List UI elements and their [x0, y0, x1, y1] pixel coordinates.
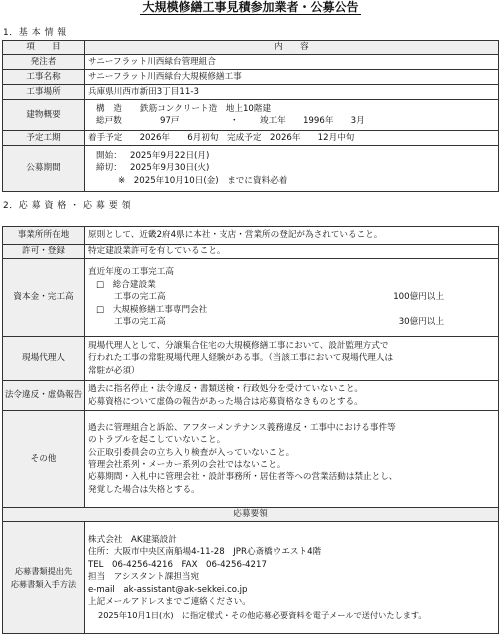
capital-line-1: 直近年度の工事完工高: [88, 267, 174, 278]
document-send-date: 2025年10月1日(水) に指定様式・その他応募必要資料を電子メールで送付いたします。: [98, 609, 427, 620]
other-line-5: 応募期間・入札中に管理会社・設計事務所・居住者等への営業活動は禁止とし、: [88, 472, 398, 483]
office-location-value: 原則として、近畿2府4県に本社・支店・営業所の登記が為されていること。: [85, 227, 499, 245]
other-line-3: 公正取引委員会の立ち入り検査が入っていないこと。: [88, 447, 295, 458]
company-name: 株式会社 AK建築設計: [88, 535, 177, 546]
capital-checkbox-general: □ 総合建設業: [96, 279, 156, 290]
structure-value: 鉄筋コンクリート造 地上10階建: [140, 103, 272, 114]
completion-label-general: 工事の完工高: [114, 292, 166, 303]
other-line-1: 過去に管理組合と訴訟、アフターメンテナンス義務違反・工事中における事件等: [88, 422, 396, 433]
overview-line-units: [88, 115, 495, 127]
building-overview-value: [85, 100, 499, 131]
project-name-value: サニーフラット川西緑台大規模修繕工事: [85, 70, 499, 85]
company-phone-fax: TEL 06-4256-4216 FAX 06-4256-4217: [88, 559, 267, 570]
orderer-value: サニーフラット川西緑台管理組合: [85, 55, 499, 70]
period-end-line: [88, 162, 495, 174]
units-label: 総戸数: [96, 116, 122, 126]
company-address: 住所：大阪市中央区南船場4-11-28 JPR心斎橋ウエスト4階: [88, 547, 322, 558]
project-place-label: 工事場所: [3, 85, 85, 100]
submission-label-line-2: 応募書類入手方法: [10, 578, 77, 589]
recruit-period-value: [85, 146, 499, 192]
title-text: 大規模修繕工事見積参加業者・公募公告: [142, 0, 359, 14]
capital-line-specialist-amount: [88, 316, 495, 328]
violation-label: 法令違反・虚偽報告: [3, 381, 85, 411]
qualification-table: [2, 226, 499, 634]
other-line-6: 発覚した場合は失格とする。: [88, 484, 200, 495]
completion-year: 竣工年 1996年 3月: [260, 116, 365, 126]
page-title: [0, 0, 501, 14]
violation-line-1: 過去に指名停止・法令違反・書類送検・行政処分を受けていないこと。: [88, 384, 364, 395]
capital-label: 資本金・完工高: [3, 259, 85, 337]
contact-person: 担当 アシスタント課担当宛: [88, 572, 200, 583]
project-name-label: 工事名称: [3, 70, 85, 85]
site-agent-value: [85, 337, 499, 381]
section-heading-basic-info: 1．基 本 情 報: [3, 28, 67, 38]
period-start-date: 2025年9月22日(月): [130, 150, 210, 161]
capital-checkbox-specialist: □ 大規模修繕工事専門会社: [96, 304, 208, 315]
agent-line-2: 行われた工事の常駐現場代理人経験がある事。（当該工事において現場代理人は: [88, 353, 394, 364]
completion-amount-specialist: 30億円以上: [398, 317, 444, 328]
orderer-label: 発注者: [3, 55, 85, 70]
structure-label: 構 造: [96, 103, 122, 114]
contact-email[interactable]: e-mail ak-assistant@ak-sekkei.co.jp: [88, 584, 248, 595]
overview-line-structure: [88, 103, 495, 115]
period-end-date: 2025年9月30日(火): [130, 163, 210, 174]
schedule-label: 予定工期: [3, 131, 85, 146]
capital-value: [85, 259, 499, 337]
period-start-label: 開始：: [96, 150, 122, 161]
basic-info-table: [2, 40, 499, 192]
violation-value: [85, 381, 499, 411]
section-heading-qualification: 2．応 募 資 格 ・ 応 募 要 領: [3, 201, 132, 211]
contact-instruction: 上記メールアドレスまでご連絡ください。: [88, 597, 251, 608]
submission-value: [85, 522, 499, 634]
completion-label-specialist: 工事の完工高: [114, 317, 166, 328]
capital-line-general-amount: [88, 291, 495, 303]
license-value: 特定建設業許可を有していること。: [85, 245, 499, 259]
violation-line-2: 応募資格について虚偽の報告があった場合は応募資格なきものとする。: [88, 396, 363, 407]
site-agent-label: 現場代理人: [3, 337, 85, 381]
agent-line-3: 常駐が必須）: [88, 365, 140, 376]
period-note: ※ 2025年10月10日(金) までに資料必着: [118, 175, 288, 186]
period-end-label: 締切：: [96, 163, 122, 174]
project-place-value: 兵庫県川西市新田3丁目11-3: [85, 85, 499, 100]
recruit-period-label: 公募期間: [3, 146, 85, 192]
other-label: その他: [3, 411, 85, 508]
submission-label-line-1: 応募書類提出先: [14, 566, 73, 577]
office-location-label: 事業所所在地: [3, 227, 85, 245]
header-content: 内 容: [85, 41, 499, 55]
schedule-value: 着手予定 2026年 6月初旬 完成予定 2026年 12月中旬: [85, 131, 499, 146]
units-value: 97戸: [160, 116, 180, 126]
license-label: 許可・登録: [3, 245, 85, 259]
building-overview-label: 建物概要: [3, 100, 85, 131]
completion-amount-general: 100億円以上: [393, 292, 444, 303]
other-line-2: のトラブルを起こしていないこと。: [88, 435, 226, 446]
period-start-line: [88, 150, 495, 162]
other-line-4: 管理会社系列・メーカー系列の会社ではないこと。: [88, 460, 286, 470]
other-value: [85, 411, 499, 508]
agent-line-1: 現場代理人として、分譲集合住宅の大規模修繕工事において、設計監理方式で: [88, 340, 389, 351]
application-guidelines-header: 応募要領: [3, 508, 499, 522]
separator-dot: ・: [230, 116, 239, 126]
submission-label: [3, 522, 85, 634]
header-item: 項 目: [3, 41, 85, 55]
